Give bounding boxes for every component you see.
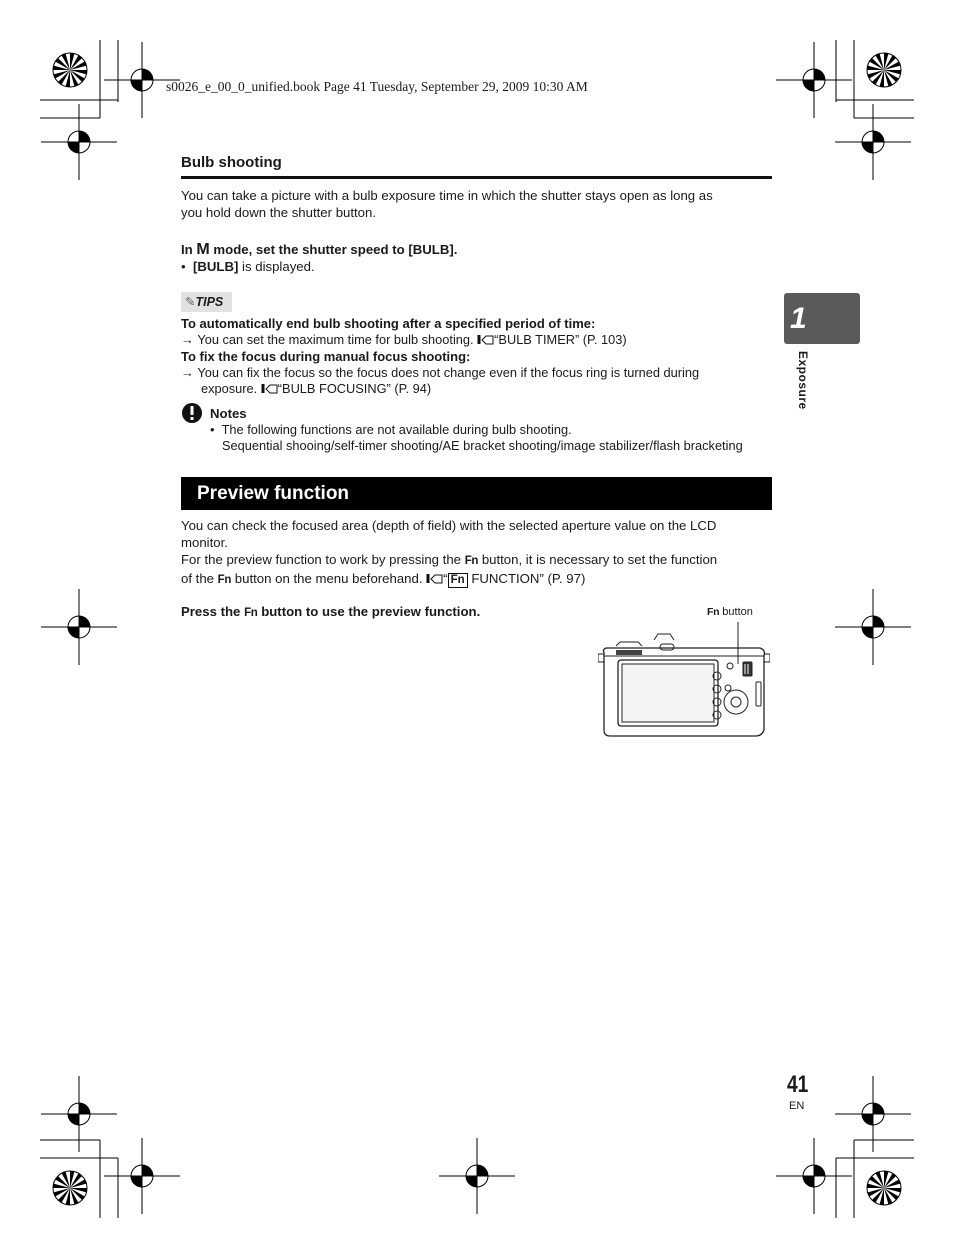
- fn-boxed-icon: Fn: [448, 573, 468, 588]
- fn-icon: Fn: [707, 606, 720, 618]
- bulb-bullet: • [BULB] is displayed.: [181, 259, 315, 274]
- registration-target: [776, 1138, 852, 1214]
- section-banner-preview: Preview function: [181, 477, 772, 510]
- registration-starburst: [53, 53, 87, 87]
- registration-target: [104, 1138, 180, 1214]
- tips-question-2: To fix the focus during manual focus shooting:: [181, 349, 471, 364]
- tips-answer-2: → You can fix the focus so the focus does not change even if the focus ring is turned during exposure. “BULB FOCUSING” (P. 94): [181, 365, 700, 396]
- tips-badge: ✎TIPS: [181, 292, 232, 312]
- file-header: s0026_e_00_0_unified.book Page 41 Tuesday, September 29, 2009 10:30 AM: [166, 79, 588, 94]
- tips-icon: ✎: [185, 295, 196, 309]
- page-language: EN: [789, 1100, 805, 1112]
- registration-starburst: [867, 53, 901, 87]
- notes-body: • The following functions are not available during bulb shooting. Sequential shooing/self-timer shooting/AE bracket shooting/image stabilizer/flash bracketing: [210, 422, 743, 453]
- camera-back-illustration: [598, 622, 770, 738]
- fn-icon: Fn: [244, 607, 258, 619]
- registration-starburst: [53, 1171, 87, 1205]
- bulb-step: In M mode, set the shutter speed to [BULB].: [181, 241, 458, 258]
- tips-answer-1: → You can set the maximum time for bulb shooting. “BULB TIMER” (P. 103): [181, 332, 627, 347]
- tips-question-1: To automatically end bulb shooting after a specified period of time:: [181, 316, 596, 331]
- fn-icon: Fn: [464, 555, 479, 567]
- reference-icon: [426, 573, 443, 584]
- registration-target: [439, 1138, 515, 1214]
- reference-icon: [477, 334, 494, 345]
- tips-body: [181, 315, 776, 397]
- preview-step: Press the Fn button to use the preview function.: [181, 603, 480, 622]
- section-title-bulb: Bulb shooting: [181, 154, 282, 171]
- registration-starburst: [867, 1171, 901, 1205]
- notes-title: Notes: [210, 406, 247, 421]
- registration-target: [835, 1076, 911, 1152]
- fn-icon: Fn: [217, 574, 232, 586]
- chapter-label: Exposure: [796, 351, 810, 410]
- chapter-tab: 1: [784, 293, 860, 344]
- figure-callout: Fn button: [707, 606, 753, 618]
- registration-target: [41, 104, 117, 180]
- mode-m-icon: M: [196, 241, 210, 258]
- registration-target: [41, 1076, 117, 1152]
- preview-body: You can check the focused area (depth of field) with the selected aperture value on the LCD monitor. For the preview function to work by pressing the Fn button, it is necessary to set the function of the Fn button on the menu beforehand. “ Fn FUNCTION” (P. 97): [181, 517, 781, 589]
- registration-target: [776, 42, 852, 118]
- registration-target: [835, 589, 911, 665]
- section-rule: [181, 176, 772, 179]
- page-number: 41: [787, 1071, 809, 1098]
- bulb-intro: You can take a picture with a bulb exposure time in which the shutter stays open as long as you hold down the shutter button.: [181, 188, 713, 220]
- registration-target: [41, 589, 117, 665]
- reference-icon: [261, 383, 278, 394]
- caution-icon: [181, 402, 203, 424]
- registration-target: [835, 104, 911, 180]
